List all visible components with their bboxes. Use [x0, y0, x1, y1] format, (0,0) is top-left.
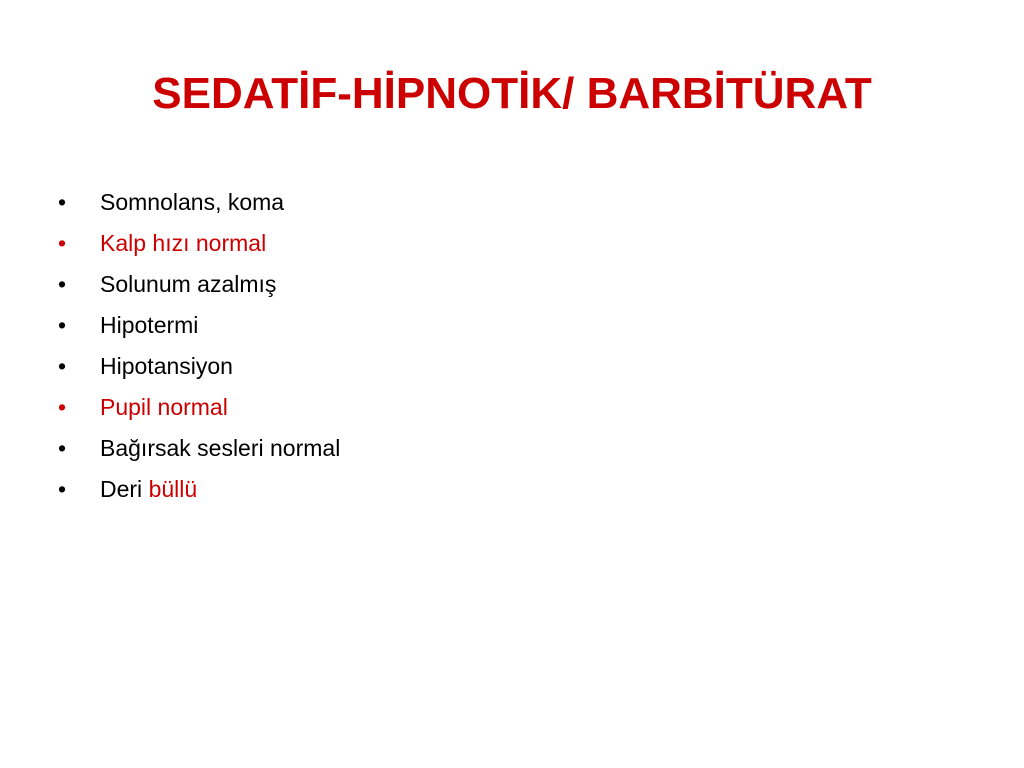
- bullet-list: [58, 182, 340, 510]
- bullet-item: [58, 264, 340, 305]
- bullet-text: Pupil normal: [100, 394, 228, 420]
- bullet-dot-icon: •: [58, 312, 67, 338]
- bullet-item: [58, 305, 340, 346]
- bullet-dot-icon: •: [58, 476, 67, 502]
- bullet-item: [58, 223, 340, 264]
- bullet-dot-icon: •: [58, 435, 67, 461]
- bullet-highlight-text: büllü: [148, 476, 198, 502]
- bullet-item: [58, 346, 340, 387]
- bullet-item: [58, 387, 340, 428]
- bullet-text: Somnolans, koma: [100, 189, 285, 215]
- bullet-text: Kalp hızı normal: [100, 230, 267, 256]
- bullet-text: Bağırsak sesleri normal: [100, 435, 341, 461]
- bullet-item: [58, 428, 340, 469]
- bullet-dot-icon: •: [58, 189, 67, 215]
- bullet-dot-icon: •: [58, 394, 67, 420]
- bullet-dot-icon: •: [58, 230, 67, 256]
- bullet-text: Deri: [100, 476, 143, 502]
- bullet-text: Solunum azalmış: [100, 271, 277, 297]
- bullet-dot-icon: •: [58, 271, 67, 297]
- bullet-dot-icon: •: [58, 353, 67, 379]
- bullet-text: Hipotansiyon: [100, 353, 233, 379]
- slide-title: SEDATİF-HİPNOTİK/ BARBİTÜRAT: [152, 69, 872, 118]
- bullet-text: Hipotermi: [100, 312, 199, 338]
- bullet-item: [58, 469, 340, 510]
- bullet-item: [58, 182, 340, 223]
